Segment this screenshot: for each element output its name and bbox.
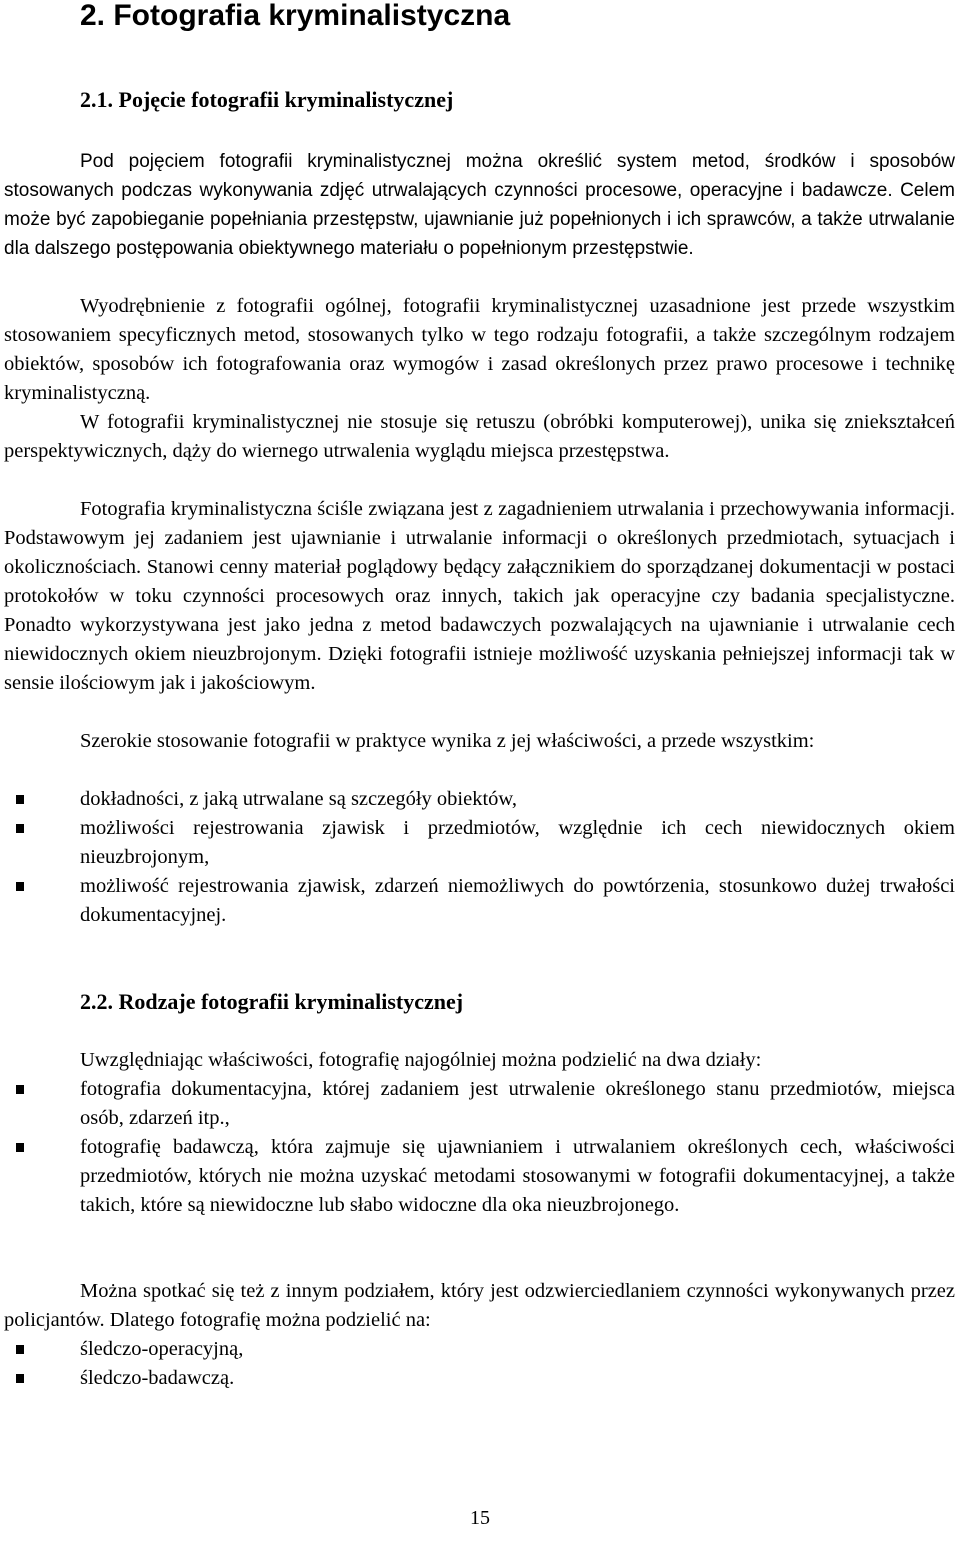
list-item-text: śledczo-badawczą.: [80, 1367, 235, 1389]
list-item-text: fotografia dokumentacyjna, której zadaniem jest utrwalenie określonego stanu przedmiotów, miejsca osób, zdarzeń itp.,: [80, 1078, 955, 1129]
list-item: [4, 1133, 955, 1220]
paragraph-1-sans-part-2: Celem może być zapobieganie popełniania przestępstw, ujawnianie już popełnionych i ich sprawców, a także utrwalanie dla dalszego postępowania obiektywnego materiału o popełnionym przestępstwie.: [4, 180, 955, 259]
square-bullet-icon: [16, 1143, 24, 1152]
paragraph-1-sans-part: Pod pojęciem fotografii kryminalistycznej można określić system metod, środków i sposobów stosowanych podczas wykonywania zdjęć utrwalających czynności procesowe, operacyjne i badawcze.: [4, 151, 955, 201]
section-2-2-title: Rodzaje fotografii kryminalistycznej: [118, 989, 464, 1014]
square-bullet-icon: [16, 1085, 24, 1094]
list-item-text: możliwość rejestrowania zjawisk, zdarzeń niemożliwych do powtórzenia, stosunkowo dużej trwałości dokumentacyjnej.: [80, 875, 955, 926]
list-item: [4, 785, 955, 814]
section-2-2-heading: [80, 988, 463, 1016]
chapter-title: 2. Fotografia kryminalistyczna: [80, 0, 511, 32]
section-2-1-paragraph-1: [4, 147, 955, 263]
square-bullet-icon: [16, 795, 24, 804]
list-item: [4, 814, 955, 872]
section-2-2-paragraph-2: Można spotkać się też z innym podziałem, który jest odzwierciedlaniem czynności wykonywanych przez policjantów. Dlatego fotografię można podzielić na:: [4, 1280, 955, 1331]
list-item: [4, 1335, 955, 1364]
list-item-text: możliwości rejestrowania zjawisk i przedmiotów, względnie ich cech niewidocznych okiem nieuzbrojonym,: [80, 817, 955, 868]
section-2-2-number: 2.2.: [80, 989, 113, 1014]
list-item: [4, 1075, 955, 1133]
section-2-2-paragraph-1: Uwzględniając właściwości, fotografię najogólniej można podzielić na dwa działy:: [80, 1049, 762, 1071]
list-item: [4, 1364, 955, 1393]
square-bullet-icon: [16, 824, 24, 833]
list-item: [4, 872, 955, 930]
page-number: 15: [470, 1507, 490, 1529]
square-bullet-icon: [16, 882, 24, 891]
section-2-1-paragraph-2: Wyodrębnienie z fotografii ogólnej, fotografii kryminalistycznej uzasadnione jest przede wszystkim stosowaniem specyficznych metod, stosowanych tylko w tego rodzaju fotografii, a także szczególnym rodzajem obiektów, sposobów ich fotografowania oraz wymogów i zasad określonych przez prawo procesowe i technikę kryminalistyczną.: [4, 295, 955, 404]
section-2-1-heading: [80, 86, 453, 114]
section-2-1-paragraph-3: W fotografii kryminalistycznej nie stosuje się retuszu (obróbki komputerowej), unika się zniekształceń perspektywicznych, dąży do wiernego utrwalenia wyglądu miejsca przestępstwa.: [4, 411, 955, 462]
list-item-text: fotografię badawczą, która zajmuje się ujawnianiem i utrwalaniem określonych cech, właściwości przedmiotów, których nie można uzyskać metodami stosowanymi w fotografii dokumentacyjnej, a także takich, które są niewidoczne lub słabo widoczne dla oka nieuzbrojonego.: [80, 1136, 955, 1216]
section-2-1-paragraph-5: Szerokie stosowanie fotografii w praktyce wynika z jej właściwości, a przede wszystkim:: [80, 730, 815, 752]
square-bullet-icon: [16, 1345, 24, 1354]
list-item-text: śledczo-operacyjną,: [80, 1338, 244, 1360]
section-2-1-bullet-list: [4, 785, 955, 930]
list-item-text: dokładności, z jaką utrwalane są szczegóły obiektów,: [80, 788, 517, 810]
section-2-1-title: Pojęcie fotografii kryminalistycznej: [118, 87, 454, 112]
section-2-2-bullet-list-1: [4, 1075, 955, 1220]
square-bullet-icon: [16, 1374, 24, 1383]
section-2-1-number: 2.1.: [80, 87, 113, 112]
section-2-2-bullet-list-2: [4, 1335, 955, 1393]
section-2-1-paragraph-4: Fotografia kryminalistyczna ściśle związana jest z zagadnieniem utrwalania i przechowywania informacji. Podstawowym jej zadaniem jest ujawnianie i utrwalanie informacji o określonych przedmiotach, sytuacjach i okolicznościach. Stanowi cenny materiał poglądowy będący załącznikiem do sporządzanej dokumentacji w postaci protokołów w toku czynności procesowych oraz innych, takich jak operacyjne czy badania specjalistyczne. Ponadto wykorzystywana jest jako jedna z metod badawczych pozwalających na ujawnianie i utrwalanie cech niewidocznych okiem nieuzbrojonym. Dzięki fotografii istnieje możliwość uzyskania pełniejszej informacji tak w sensie ilościowym jak i jakościowym.: [4, 498, 955, 694]
